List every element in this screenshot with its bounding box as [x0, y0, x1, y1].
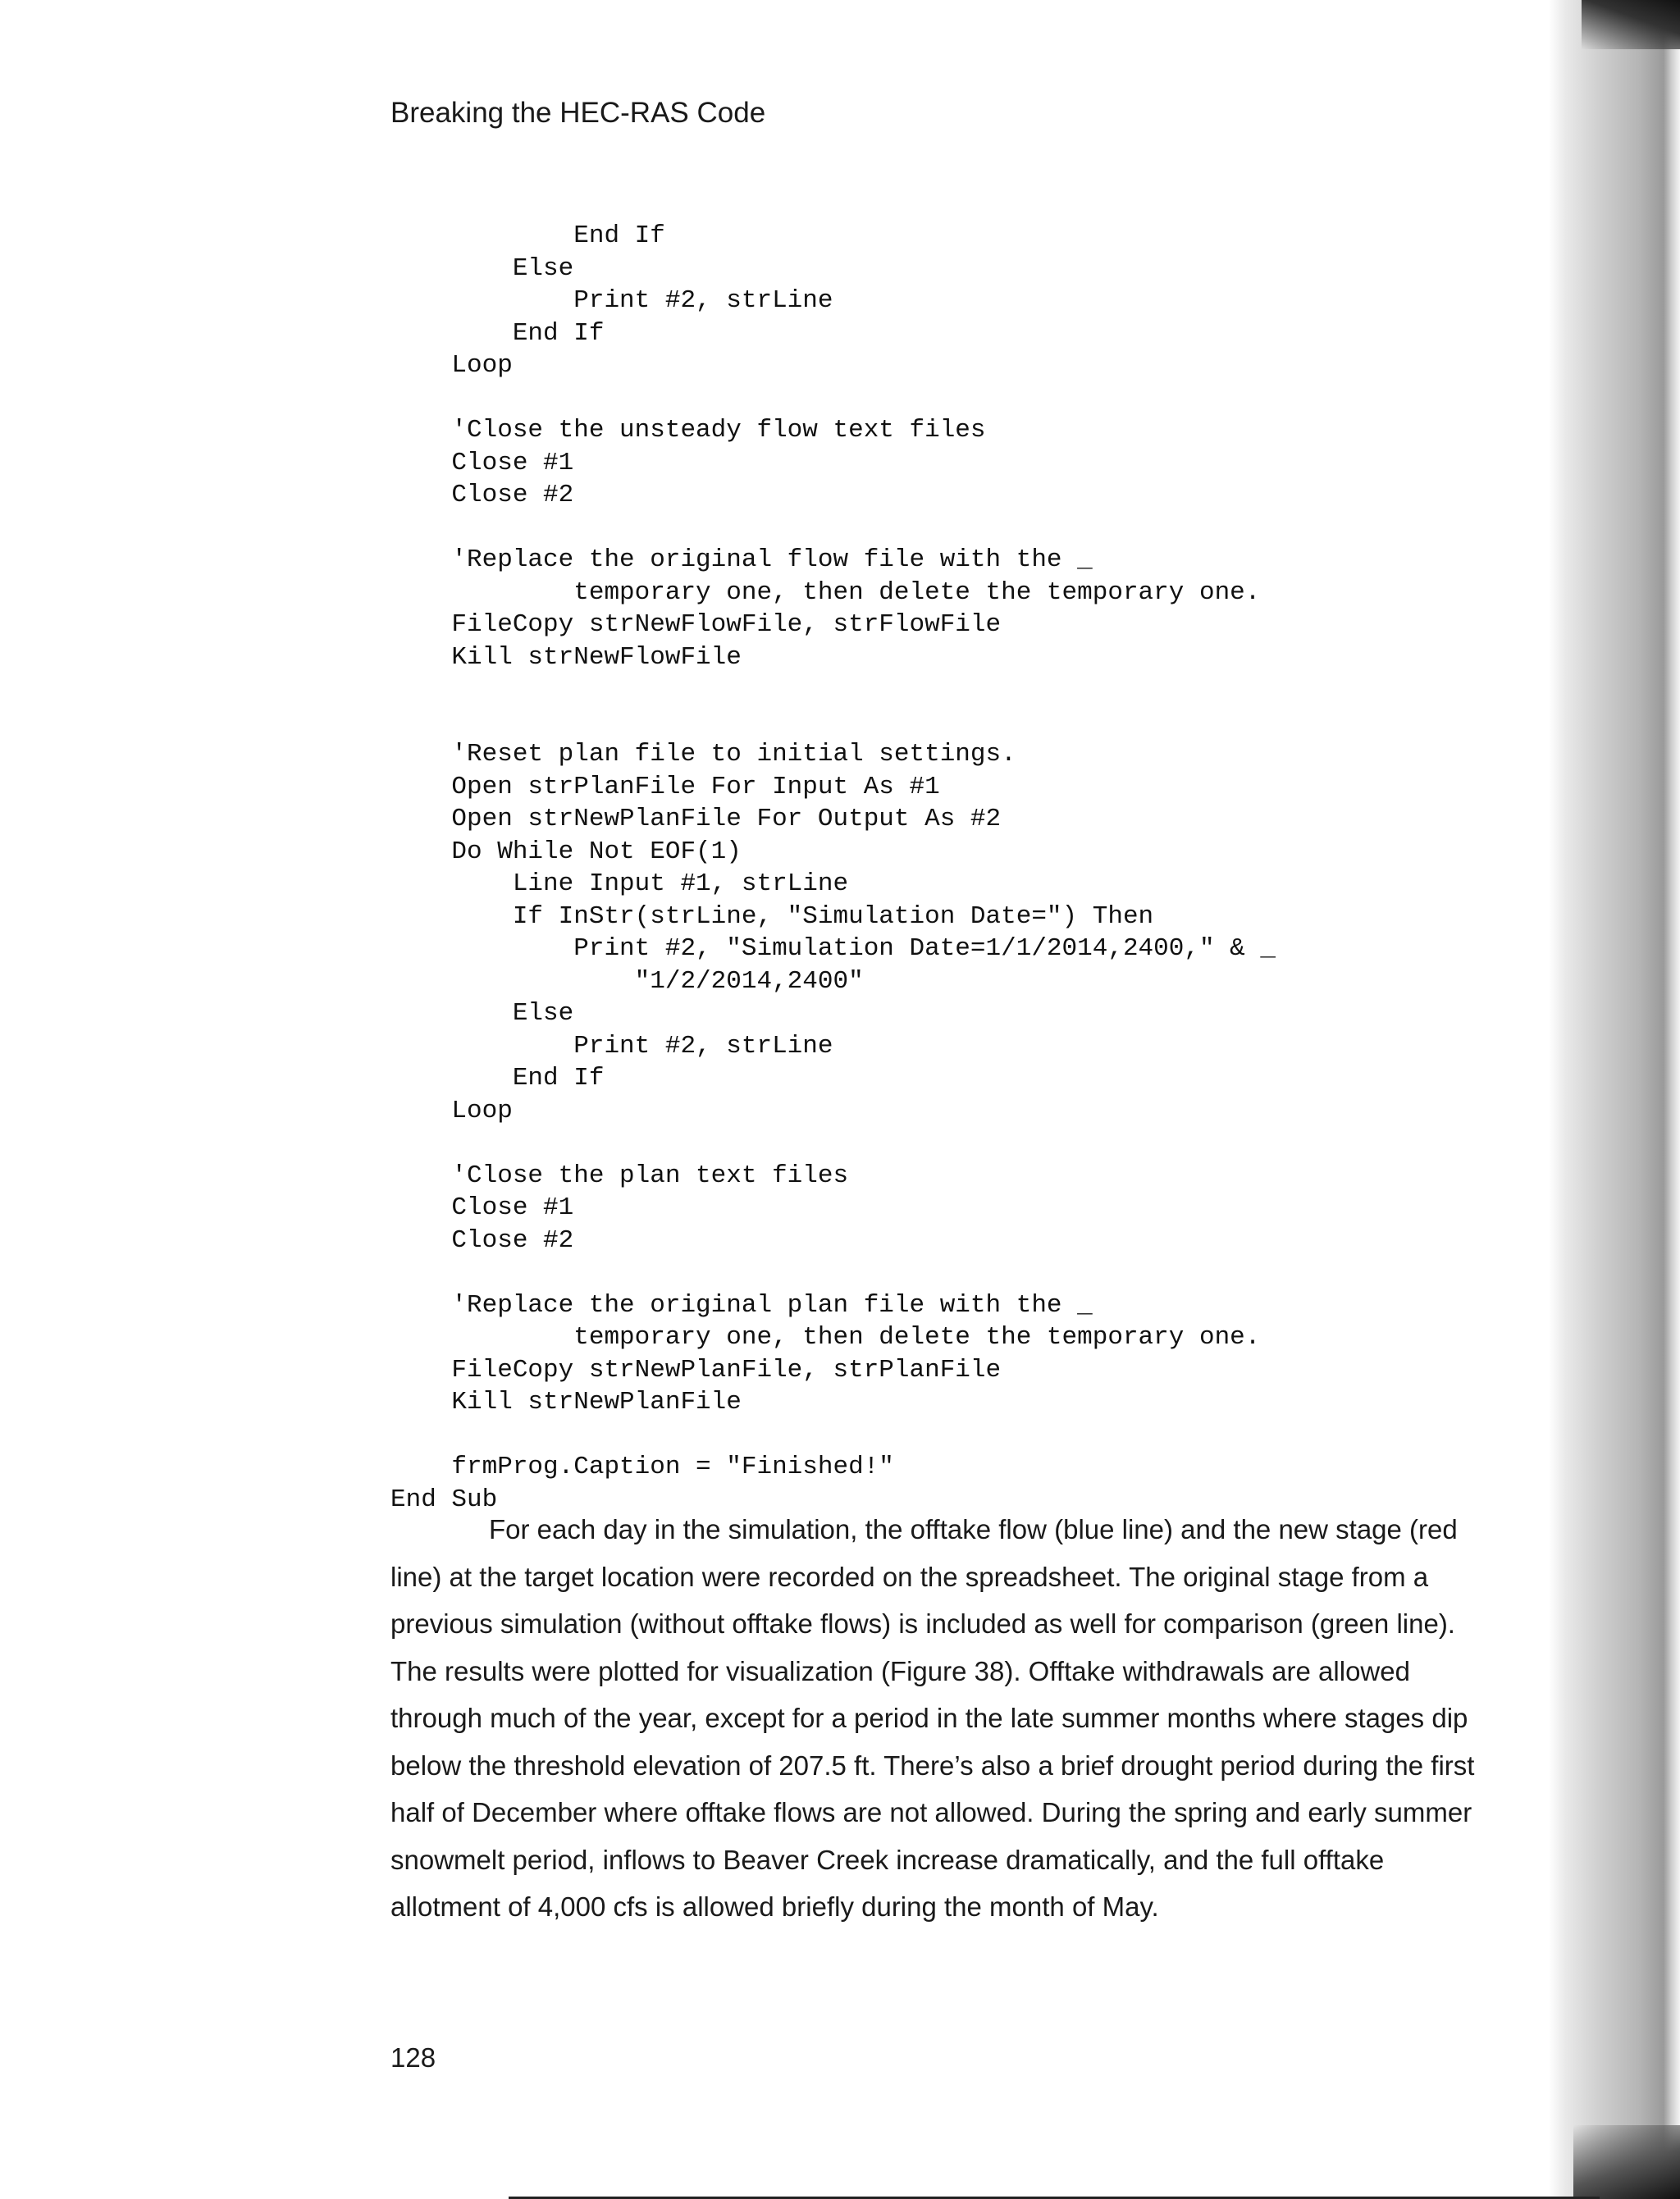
- code-line: If InStr(strLine, "Simulation Date=") Then: [390, 901, 1154, 931]
- code-line: Print #2, "Simulation Date=1/1/2014,2400," & _: [390, 934, 1276, 963]
- code-line: 'Replace the original flow file with the _: [390, 545, 1093, 574]
- code-line: Close #1: [390, 448, 574, 477]
- code-line: [390, 382, 1276, 415]
- code-line: Close #2: [390, 481, 574, 509]
- code-line: End If: [390, 1064, 605, 1093]
- code-line: Else: [390, 253, 574, 283]
- spine-bottom-shadow: [1573, 2125, 1680, 2199]
- code-line: temporary one, then delete the temporary one.: [390, 1323, 1261, 1352]
- code-line: 'Close the plan text files: [390, 1161, 849, 1190]
- code-line: Open strNewPlanFile For Output As #2: [390, 805, 1002, 833]
- code-line: Close #2: [390, 1225, 574, 1255]
- code-line: temporary one, then delete the temporary one.: [390, 577, 1261, 607]
- code-line: End If: [390, 318, 605, 348]
- code-line: [390, 1257, 1276, 1289]
- code-line: Print #2, strLine: [390, 1031, 833, 1061]
- code-line: Else: [390, 999, 574, 1028]
- code-line: Kill strNewFlowFile: [390, 642, 742, 672]
- code-line: End Sub: [390, 1485, 498, 1514]
- page-number: 128: [390, 2042, 436, 2073]
- code-line: [390, 1419, 1276, 1452]
- code-line: Loop: [390, 1096, 513, 1125]
- code-line: Loop: [390, 351, 513, 380]
- code-line: Print #2, strLine: [390, 286, 833, 315]
- code-line: End If: [390, 221, 665, 250]
- code-line: [390, 1127, 1276, 1160]
- body-paragraph: For each day in the simulation, the offtake flow (blue line) and the new stage (red line) at the target location were recorded on the spreadsheet. The original stage from a previous simulation (without offtake flows) is included as well for comparison (green line). The results were plotted for visualization (Figure 38). Offtake withdrawals are allowed through much of the year, except for a period in the late summer months where stages dip below the threshold elevation of 207.5 ft. There’s also a brief drought period during the first half of December where offtake flows are not allowed. During the spring and early summer snowmelt period, inflows to Beaver Creek increase dramatically, and the full offtake allotment of 4,000 cfs is allowed briefly during the month of May.: [390, 1514, 1475, 1922]
- code-line: Do While Not EOF(1): [390, 837, 742, 866]
- code-line: Kill strNewPlanFile: [390, 1388, 742, 1417]
- code-line: FileCopy strNewPlanFile, strPlanFile: [390, 1355, 1002, 1385]
- code-line: Close #1: [390, 1193, 574, 1222]
- spine-top-shadow: [1582, 0, 1680, 49]
- code-line: [390, 673, 1276, 706]
- code-line: [390, 512, 1276, 545]
- code-listing: [390, 220, 1276, 1516]
- book-spine-shadow: [1549, 0, 1680, 2199]
- code-line: frmProg.Caption = "Finished!": [390, 1453, 894, 1481]
- code-line: FileCopy strNewFlowFile, strFlowFile: [390, 610, 1002, 639]
- code-line: Line Input #1, strLine: [390, 869, 849, 898]
- code-line: [390, 706, 1276, 739]
- code-line: Open strPlanFile For Input As #1: [390, 772, 940, 801]
- code-line: 'Close the unsteady flow text files: [390, 416, 986, 445]
- code-line: 'Replace the original plan file with the _: [390, 1290, 1093, 1320]
- running-head: Breaking the HEC-RAS Code: [390, 97, 766, 129]
- code-line: "1/2/2014,2400": [390, 966, 864, 996]
- code-line: 'Reset plan file to initial settings.: [390, 740, 1016, 769]
